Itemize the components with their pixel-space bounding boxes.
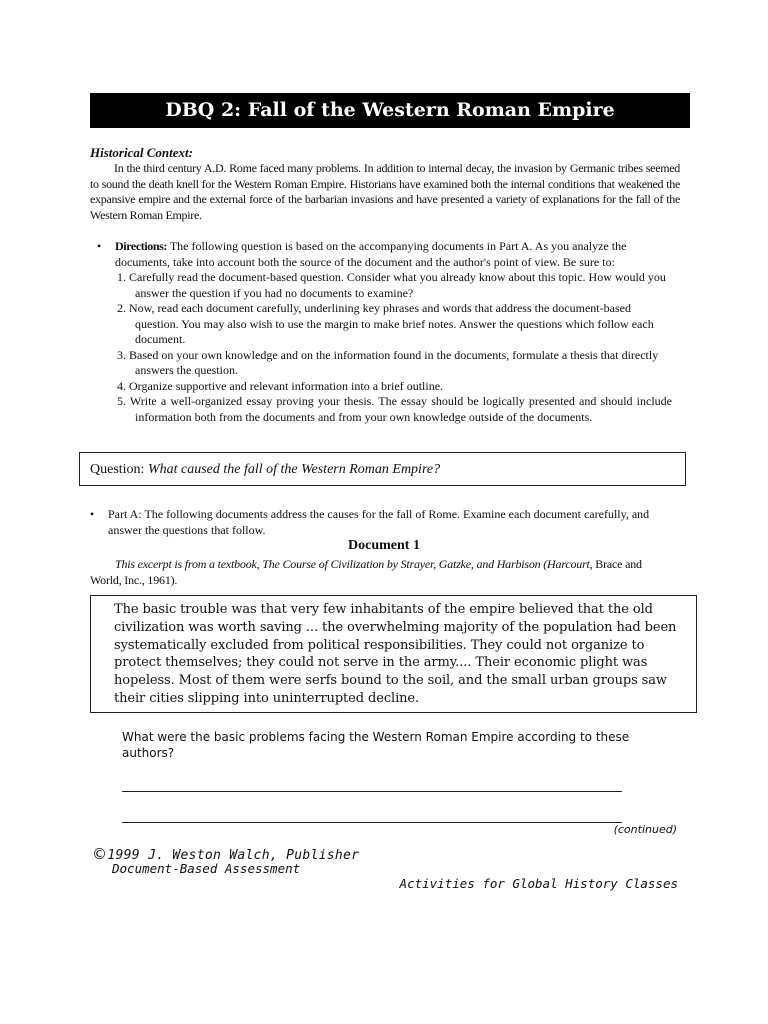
bullet-icon: • [97,239,102,253]
copyright-text: 1999 J. Weston Walch, Publisher [107,848,360,863]
copyright-icon: © [92,845,108,863]
directions-step: 3. Based on your own knowledge and on the information found in the documents, formulate a thesis that directly answers the question. [117,347,659,377]
directions-text: The following question is based on the accompanying documents in Part A. As you analyze the documents, take into account both the source of the document and the author's point of view. Be sure to: [115,239,627,269]
directions-step: 5. Write a well-organized essay proving your thesis. The essay should be logically presented and should include information both from the documents and from your own knowledge outside of the documents. [117,394,672,424]
question-box [79,452,686,486]
directions-step: 2. Now, read each document carefully, underlining key phrases and words that address the document-based question. You may also wish to use the margin to make brief notes. Answer the questions which follow each document. [117,301,654,346]
document-source [90,556,675,588]
directions-section [97,239,672,425]
directions-intro [115,239,672,270]
directions-step: 4. Organize supportive and relevant information into a brief outline. [117,378,444,393]
document-quote: The basic trouble was that very few inhabitants of the empire believed that the old civilization was worth saving ... the overwhelming majority of the population had been systematically excluded from political responsibilities. They could not organize to protect themselves; they could not serve in the army.... Their economic plight was hopeless. Most of them were serfs bound to the soil, and the small urban groups saw their cities slipping into uninterrupted decline. [90,595,697,713]
part-a-section [90,506,670,538]
continued-label: (continued) [613,823,677,836]
document-question: What were the basic problems facing the Western Roman Empire according to these authors? [122,730,630,760]
answer-line[interactable] [122,791,622,792]
answer-line[interactable] [122,822,622,823]
question-label: Question: [90,462,145,477]
directions-label: Directions: [115,239,168,253]
document-source-italic: This excerpt is from a textbook, The Course of Civilization by Strayer, Gatzke, and Harbison (Harcourt, [115,557,593,571]
page-title: DBQ 2: Fall of the Western Roman Empire [90,93,690,128]
series-name: Document-Based Assessment [112,861,301,876]
question-text: What caused the fall of the Western Roman Empire? [147,462,441,477]
bullet-icon: • [90,507,95,521]
directions-step: 1. Carefully read the document-based question. Consider what you already know about this topic. How would you answer the question if you had no documents to examine? [117,270,666,300]
document-title: Document 1 [348,538,420,553]
part-a-text: Part A: The following documents address the causes for the fall of Rome. Examine each document carefully, and answer the questions that follow. [108,507,650,537]
directions-steps [97,270,672,425]
historical-context-label: Historical Context: [90,145,193,160]
document-source-plain: Brace and World, Inc., 1961). [90,557,642,587]
historical-context-text: In the third century A.D. Rome faced many problems. In addition to internal decay, the invasion by Germanic tribes seemed to sound the death knell for the Western Roman Empire. Historians have examined both the internal conditions that weakened the expansive empire and the external force of the barbarian invasions and have presented a variety of explanations for the fall of the Western Roman Empire. [90,161,680,222]
book-title: Activities for Global History Classes [399,876,678,891]
